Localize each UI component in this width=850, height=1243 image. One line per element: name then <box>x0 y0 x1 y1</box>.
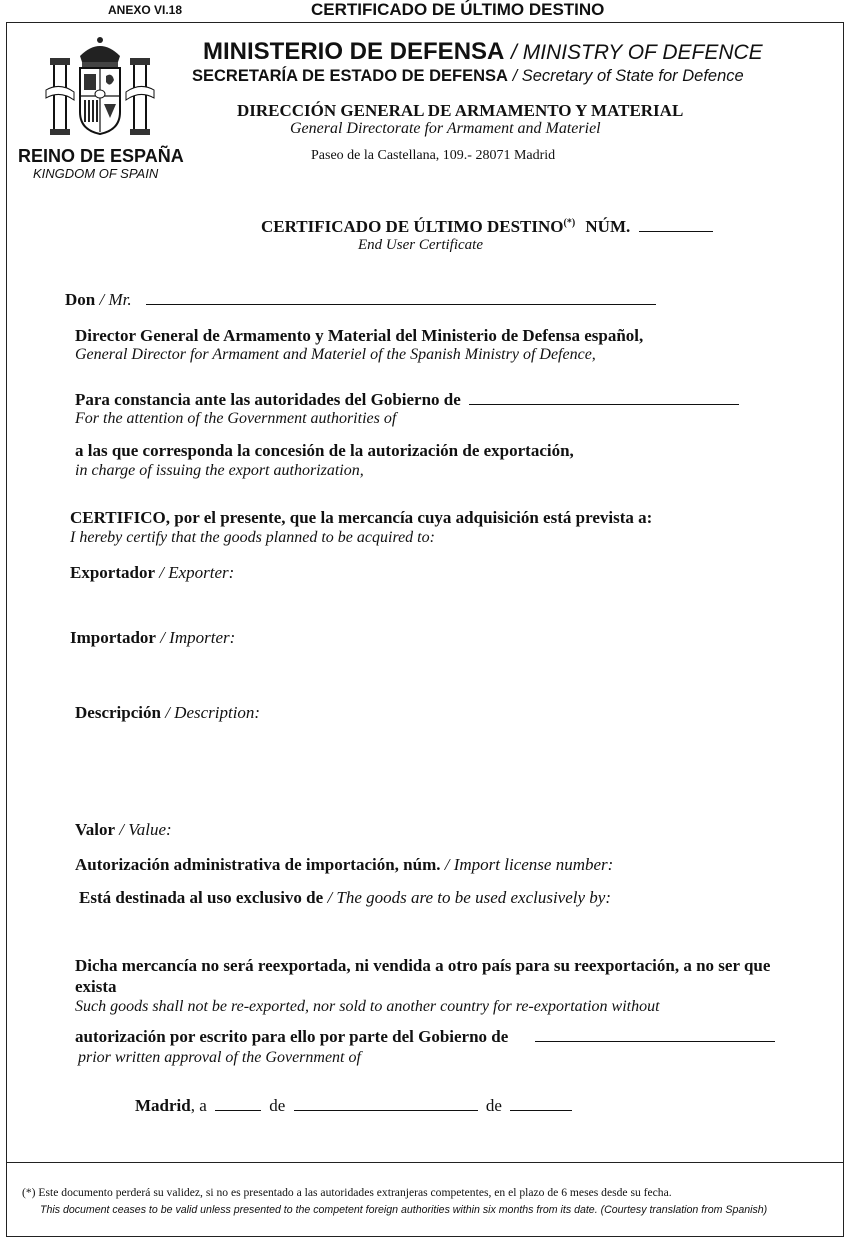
director-statement: Director General de Armamento y Material del Ministerio de Defensa español, <box>75 326 644 345</box>
description-field[interactable] <box>75 703 260 723</box>
approval-english: prior written approval of the Government of <box>78 1049 361 1066</box>
document-heading: CERTIFICADO DE ÚLTIMO DESTINO <box>311 0 605 19</box>
description-label: Descripción <box>75 703 161 722</box>
value-field[interactable] <box>75 820 172 840</box>
constancia-line <box>75 390 743 410</box>
importer-label: Importador <box>70 628 156 647</box>
ministry-name: MINISTERIO DE DEFENSA <box>203 38 505 65</box>
ministry-title <box>203 38 763 66</box>
concession-statement: a las que corresponda la concesión de la autorización de exportación, <box>75 441 574 460</box>
certificate-number-label: NÚM. <box>585 217 631 236</box>
directorate-name-english: General Directorate for Armament and Materiel <box>290 120 601 137</box>
approving-government-field[interactable] <box>535 1040 775 1042</box>
exporter-label-english: / Exporter: <box>159 563 235 582</box>
exporter-field[interactable] <box>70 563 234 583</box>
don-label-english: / Mr. <box>99 290 132 309</box>
certificate-title-text: CERTIFICADO DE ÚLTIMO DESTINO <box>261 217 564 236</box>
country-name: REINO DE ESPAÑA <box>18 146 184 166</box>
reexport-clause-english: Such goods shall not be re-exported, nor sold to another country for re-exportation without <box>75 998 660 1015</box>
coat-of-arms-icon <box>40 34 160 144</box>
end-user-field[interactable] <box>79 888 611 908</box>
importer-field[interactable] <box>70 628 235 648</box>
certification-statement: CERTIFICO, por el presente, que la mercancía cuya adquisición está prevista a: <box>70 508 653 527</box>
certificate-number-field[interactable] <box>639 230 713 232</box>
director-statement-english: General Director for Armament and Materiel of the Spanish Ministry of Defence, <box>75 346 596 363</box>
footer-divider <box>7 1162 843 1163</box>
value-label: Valor <box>75 820 115 839</box>
certificate-title-english: End User Certificate <box>358 237 483 253</box>
footnote-marker: (*) <box>563 217 576 229</box>
value-label-english: / Value: <box>119 820 172 839</box>
date-de-label-1: de <box>269 1096 286 1115</box>
constancia-english: For the attention of the Government authorities of <box>75 410 397 427</box>
annex-label: ANEXO VI.18 <box>108 3 183 17</box>
secretariat-name-english: / Secretary of State for Defence <box>512 67 744 85</box>
end-user-label: Está destinada al uso exclusivo de <box>79 888 324 907</box>
don-name-field[interactable] <box>146 303 656 305</box>
approval-line <box>75 1027 779 1047</box>
concession-statement-english: in charge of issuing the export authorization, <box>75 462 364 479</box>
month-field[interactable] <box>294 1109 478 1111</box>
ministry-address: Paseo de la Castellana, 109.- 28071 Madrid <box>311 148 556 163</box>
date-line <box>135 1096 576 1116</box>
reexport-clause: Dicha mercancía no será reexportada, ni vendida a otro país para su reexportación, a no ser que <box>75 956 771 975</box>
reexport-clause-continued: exista <box>75 977 117 996</box>
certificate-title <box>261 217 717 237</box>
importer-label-english: / Importer: <box>160 628 236 647</box>
don-label: Don <box>65 290 96 309</box>
approval-text: autorización por escrito para ello por parte del Gobierno de <box>75 1027 509 1046</box>
year-field[interactable] <box>510 1109 572 1111</box>
don-line <box>65 290 660 310</box>
directorate-name: DIRECCIÓN GENERAL DE ARMAMENTO Y MATERIAL <box>237 101 684 120</box>
end-user-label-english: / The goods are to be used exclusively by: <box>327 888 612 907</box>
ministry-name-english: / MINISTRY OF DEFENCE <box>511 41 763 64</box>
place-label: Madrid <box>135 1096 191 1115</box>
footnote-english: This document ceases to be valid unless presented to the competent foreign authorities within six months from its date. (Courtesy translation from Spanish) <box>40 1204 768 1216</box>
import-license-label: Autorización administrativa de importación, núm. <box>75 855 441 874</box>
secretariat-line <box>192 67 744 86</box>
constancia-text: Para constancia ante las autoridades del Gobierno de <box>75 390 461 409</box>
date-a-label: , a <box>190 1096 207 1115</box>
footnote-spanish: (*) Este documento perderá su validez, si no es presentado a las autoridades extranjeras competentes, en el plazo de 6 meses desde su fecha. <box>22 1186 672 1199</box>
date-de-label-2: de <box>485 1096 502 1115</box>
import-license-label-english: / Import license number: <box>444 855 614 874</box>
secretariat-name: SECRETARÍA DE ESTADO DE DEFENSA <box>192 67 508 85</box>
day-field[interactable] <box>215 1109 261 1111</box>
exporter-label: Exportador <box>70 563 155 582</box>
description-label-english: / Description: <box>165 703 261 722</box>
certification-statement-english: I hereby certify that the goods planned to be acquired to: <box>70 529 435 546</box>
government-field[interactable] <box>469 403 739 405</box>
country-name-english: KINGDOM OF SPAIN <box>33 166 159 181</box>
import-license-field[interactable] <box>75 855 613 875</box>
